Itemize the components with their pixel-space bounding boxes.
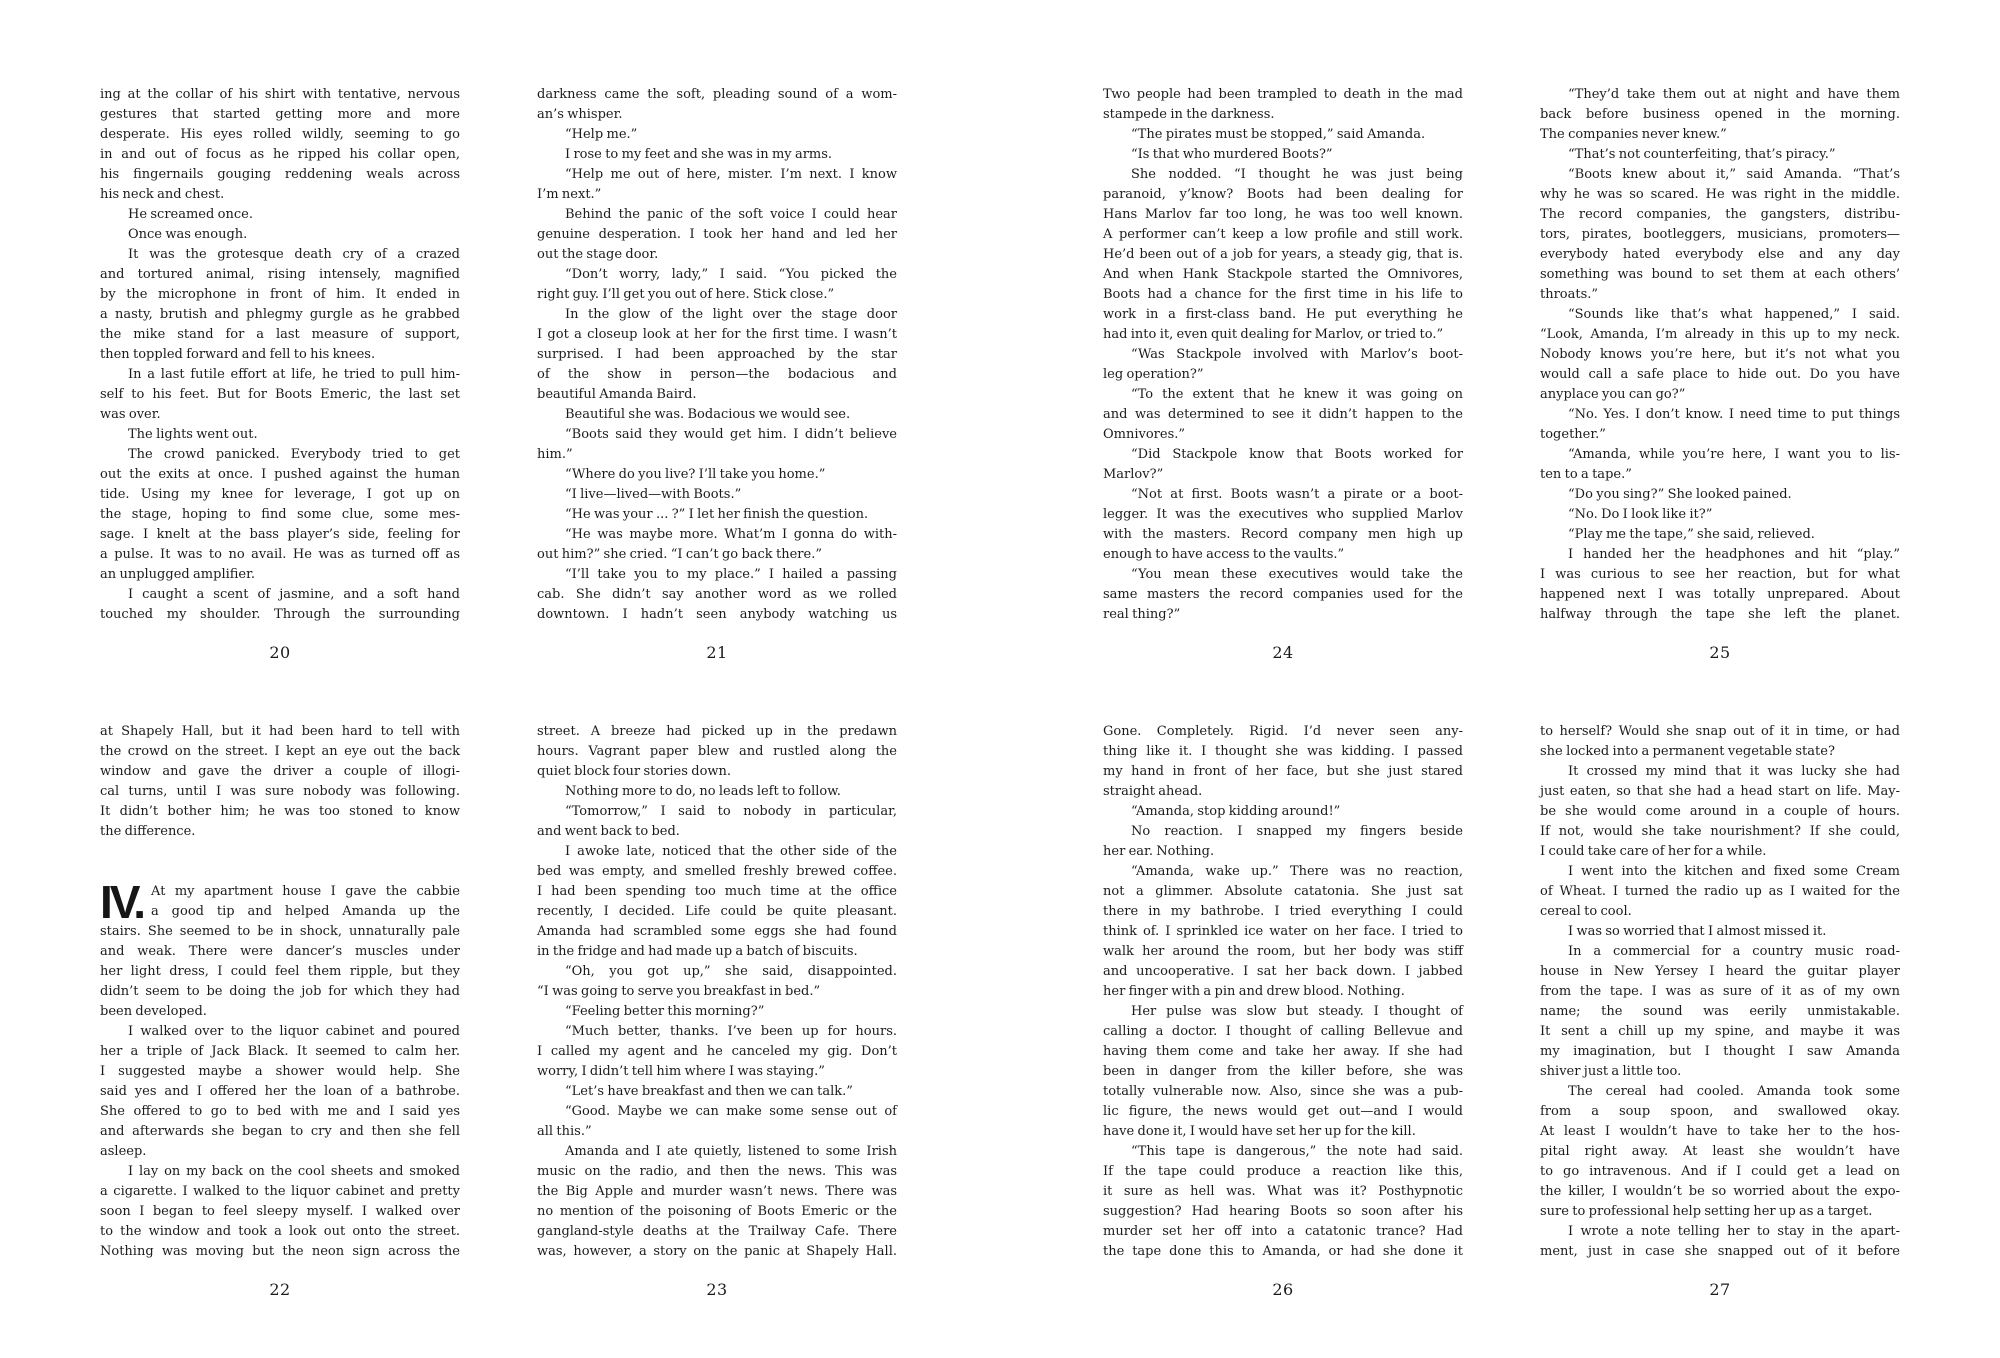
text-line: legger. It was the executives who supplied Marlov <box>1103 507 1463 522</box>
text-line: In a last futile effort at life, he tried to pull him- <box>128 367 460 382</box>
text-line: him.” <box>537 447 573 462</box>
text-line: Nothing more to do, no leads left to follow. <box>565 784 841 799</box>
text-line: why he was so scared. He was right in the middle. <box>1540 187 1900 202</box>
page-number: 22 <box>269 1280 291 1299</box>
text-line: from the tape. I was as sure of it as of my own <box>1540 984 1900 999</box>
text-line: I lay on my back on the cool sheets and smoked <box>128 1164 460 1179</box>
book-page-25 <box>1540 85 1900 662</box>
text-line: I had been spending too much time at the office <box>537 884 897 899</box>
text-line: her light dress, I could feel them ripple, but they <box>100 964 460 979</box>
text-line: In a commercial for a country music road- <box>1568 944 1900 959</box>
text-line: and weak. There were dancer’s muscles under <box>100 944 460 959</box>
text-line: anyplace you can go?” <box>1540 387 1686 402</box>
text-line: my hand in front of her face, but she just stared <box>1103 764 1463 779</box>
text-line: “I live—lived—with Boots.” <box>565 487 742 502</box>
text-line: by the microphone in front of him. It ended in <box>100 287 460 302</box>
text-line: sage. I knelt at the bass player’s side, feeling for <box>100 527 460 542</box>
text-line: A performer can’t keep a low profile and still work. <box>1103 227 1463 242</box>
text-line: worry, I didn’t tell him where I was staying.” <box>537 1064 825 1079</box>
text-line: her a triple of Jack Black. It seemed to calm her. <box>100 1044 460 1059</box>
text-line: window and gave the driver a couple of illogi- <box>100 764 460 779</box>
text-line: soon I began to feel sleepy myself. I walked over <box>100 1204 460 1219</box>
text-line: would call a safe place to hide out. Do you have <box>1540 367 1900 382</box>
text-line: a nasty, brutish and phlegmy gurgle as he grabbed <box>100 307 460 322</box>
text-line: hours. Vagrant paper blew and rustled along the <box>537 744 897 759</box>
text-line: The crowd panicked. Everybody tried to get <box>128 447 460 462</box>
text-line: “Don’t worry, lady,” I said. “You picked the <box>565 267 897 282</box>
text-line: “That’s not counterfeiting, that’s piracy.” <box>1568 147 1836 162</box>
text-line: She offered to go to bed with me and I said yes <box>100 1104 460 1119</box>
text-line: the difference. <box>100 824 196 839</box>
text-line: At least I wouldn’t have to take her to the hos- <box>1540 1124 1900 1139</box>
text-line: an’s whisper. <box>537 107 623 122</box>
text-line: at Shapely Hall, but it had been hard to tell with <box>100 724 460 739</box>
book-page-23 <box>537 722 897 1299</box>
text-line: and afterwards she began to cry and then she fell <box>100 1124 460 1139</box>
page-number: 23 <box>706 1280 728 1299</box>
text-line: music on the radio, and then the news. This was <box>537 1164 897 1179</box>
text-line: “Boots knew about it,” said Amanda. “That’s <box>1568 167 1900 182</box>
text-line: “Did Stackpole know that Boots worked for <box>1131 447 1463 462</box>
text-line: out the stage door. <box>537 247 659 262</box>
text-line: “Feeling better this morning?” <box>565 1004 765 1019</box>
text-line: I was curious to see her reaction, but for what <box>1540 567 1900 582</box>
text-line: murder set her off into a catatonic trance? Had <box>1103 1224 1463 1239</box>
text-line: “The pirates must be stopped,” said Amanda. <box>1131 127 1426 142</box>
page-text-block <box>100 722 460 1262</box>
text-line: In the glow of the light over the stage door <box>565 307 897 322</box>
text-line: I was so worried that I almost missed it. <box>1568 924 1827 939</box>
text-line: was, however, a story on the panic at Shapely Hall. <box>537 1244 897 1259</box>
page-number: 20 <box>269 643 291 662</box>
text-line: I awoke late, noticed that the other side of the <box>565 844 897 859</box>
page-text-block <box>100 85 460 625</box>
page-number: 26 <box>1272 1280 1294 1299</box>
text-line: everybody hated everybody else and any day <box>1540 247 1900 262</box>
page-text-block <box>537 722 897 1262</box>
text-line: the crowd on the street. I kept an eye out the back <box>100 744 460 759</box>
text-line: “Help me out of here, mister. I’m next. I know <box>565 167 897 182</box>
text-line: “They’d take them out at night and have them <box>1568 87 1900 102</box>
text-line: “Sounds like that’s what happened,” I said. <box>1568 307 1900 322</box>
text-line: genuine desperation. I took her hand and led her <box>537 227 897 242</box>
text-line: I got a closeup look at her for the first time. I wasn’t <box>537 327 897 342</box>
text-line: And when Hank Stackpole started the Omnivores, <box>1103 267 1463 282</box>
text-line: The lights went out. <box>128 427 258 442</box>
text-line: I walked over to the liquor cabinet and poured <box>128 1024 460 1039</box>
text-line: my imagination, but I thought I saw Amanda <box>1540 1044 1900 1059</box>
text-line: self to his feet. But for Boots Emeric, the last set <box>100 387 460 402</box>
text-line: Amanda and I ate quietly, listened to some Irish <box>565 1144 897 1159</box>
book-page-27 <box>1540 722 1900 1299</box>
text-line: “Is that who murdered Boots?” <box>1131 147 1333 162</box>
text-line: I could take care of her for a while. <box>1540 844 1767 859</box>
text-line: think of. I sprinkled ice water on her face. I tried to <box>1103 924 1463 939</box>
text-line: the stage, hoping to find some clue, some mes- <box>100 507 460 522</box>
text-line: “Was Stackpole involved with Marlov’s boot- <box>1131 347 1463 362</box>
chapter-gap <box>100 842 460 882</box>
text-line: same masters the record companies used for the <box>1103 587 1463 602</box>
text-line: to the window and took a look out onto the street. <box>100 1224 460 1239</box>
text-line: street. A breeze had picked up in the predawn <box>537 724 897 739</box>
text-line: all this.” <box>537 1124 592 1139</box>
text-line: Her pulse was slow but steady. I thought of <box>1131 1004 1463 1019</box>
text-line: “To the extent that he knew it was going on <box>1131 387 1463 402</box>
text-line: Beautiful she was. Bodacious we would see. <box>565 407 851 422</box>
text-line: the Big Apple and murder wasn’t news. There was <box>537 1184 897 1199</box>
text-line: Once was enough. <box>128 227 248 242</box>
text-line: I handed her the headphones and hit “play.” <box>1568 547 1900 562</box>
text-line: of the show in person—the bodacious and <box>537 367 897 382</box>
book-page-22 <box>100 722 460 1299</box>
text-line: thing like it. I thought she was kidding. I passed <box>1103 744 1463 759</box>
chapter-numeral: IV. <box>100 876 144 928</box>
text-line: He screamed once. <box>128 207 253 222</box>
text-line: have done it, I would have set her up for the kill. <box>1103 1124 1416 1139</box>
text-line: his fingernails gouging reddening weals across <box>100 167 460 182</box>
page-text-block <box>1103 722 1463 1262</box>
text-line: “Amanda, while you’re here, I want you to lis- <box>1568 447 1900 462</box>
text-line: “This tape is dangerous,” the note had said. <box>1131 1144 1463 1159</box>
text-line: name; the sound was eerily unmistakable. <box>1540 1004 1900 1019</box>
text-line: ment, just in case she snapped out of it before <box>1540 1244 1900 1259</box>
text-line: been developed. <box>100 1004 207 1019</box>
text-line: If the tape could produce a reaction like this, <box>1103 1164 1463 1179</box>
text-line: desperate. His eyes rolled wildly, seeming to go <box>100 127 460 142</box>
text-line: a cigarette. I walked to the liquor cabinet and pretty <box>100 1184 460 1199</box>
text-line: beautiful Amanda Baird. <box>537 387 697 402</box>
book-page-24 <box>1103 85 1463 662</box>
text-line: “Not at first. Boots wasn’t a pirate or a boot- <box>1131 487 1463 502</box>
text-line: It crossed my mind that it was lucky she had <box>1568 764 1900 779</box>
text-line: and uncooperative. I sat her back down. I jabbed <box>1103 964 1463 979</box>
text-line: “Oh, you got up,” she said, disappointed. <box>565 964 897 979</box>
text-line: stampede in the darkness. <box>1103 107 1275 122</box>
text-line: his neck and chest. <box>100 187 225 202</box>
text-line: ten to a tape.” <box>1540 467 1632 482</box>
text-line: “I’ll take you to my place.” I hailed a passing <box>565 567 897 582</box>
text-line: tors, pirates, bootleggers, musicians, promoters— <box>1540 227 1900 242</box>
text-line: her finger with a pin and drew blood. Nothing. <box>1103 984 1405 999</box>
text-line: surprised. I had been approached by the star <box>537 347 897 362</box>
text-line: a pulse. It was to no avail. He was as turned off as <box>100 547 460 562</box>
text-line: walk her around the room, but her body was stiff <box>1103 944 1463 959</box>
text-line: the tape done this to Amanda, or had she done it <box>1103 1244 1463 1259</box>
text-line: Hans Marlov far too long, he was too well known. <box>1103 207 1463 222</box>
page-text-block <box>1540 85 1900 625</box>
text-line: “Amanda, stop kidding around!” <box>1131 804 1341 819</box>
text-line: Gone. Completely. Rigid. I’d never seen any- <box>1103 724 1463 739</box>
text-line: bed was empty, and smelled freshly brewed coffee. <box>537 864 897 879</box>
text-line: cereal to cool. <box>1540 904 1632 919</box>
text-line: I called my agent and he canceled my gig. Don’t <box>537 1044 897 1059</box>
text-line: darkness came the soft, pleading sound of a wom- <box>537 87 897 102</box>
text-line: throats.” <box>1540 287 1599 302</box>
text-line: No reaction. I snapped my fingers beside <box>1131 824 1463 839</box>
text-line: happened next I was totally unprepared. About <box>1540 587 1900 602</box>
text-line: Marlov?” <box>1103 467 1164 482</box>
text-line: “Good. Maybe we can make some sense out of <box>565 1104 897 1119</box>
text-line: totally vulnerable now. Also, since she was a pub- <box>1103 1084 1463 1099</box>
book-page-26 <box>1103 722 1463 1299</box>
text-line: a good tip and helped Amanda up the <box>151 904 460 919</box>
text-line: something was bound to set them at each others’ <box>1540 267 1900 282</box>
text-line: quiet block four stories down. <box>537 764 732 779</box>
text-line: shiver just a little too. <box>1540 1064 1682 1079</box>
text-line: Two people had been trampled to death in the mad <box>1103 87 1463 102</box>
text-line: real thing?” <box>1103 607 1181 622</box>
text-line: It sent a chill up my spine, and maybe it was <box>1540 1024 1900 1039</box>
text-line: “I was going to serve you breakfast in bed.” <box>537 984 821 999</box>
page-text-block <box>1103 85 1463 625</box>
text-line: and went back to bed. <box>537 824 680 839</box>
text-line: “Amanda, wake up.” There was no reaction, <box>1131 864 1463 879</box>
page-text-block <box>537 85 897 625</box>
text-line: I caught a scent of jasmine, and a soft hand <box>128 587 460 602</box>
text-line: in the fridge and had made up a batch of biscuits. <box>537 944 858 959</box>
text-line: and tortured animal, rising intensely, magnified <box>100 267 460 282</box>
text-line: I wrote a note telling her to stay in the apart- <box>1568 1224 1900 1239</box>
text-line: work in a first-class band. He put everything he <box>1103 307 1463 322</box>
text-line: out the exits at once. I pushed against the human <box>100 467 460 482</box>
text-line: no mention of the poisoning of Boots Emeric or the <box>537 1204 897 1219</box>
text-line: back before business opened in the morning. <box>1540 107 1900 122</box>
text-line: be she would come around in a couple of hours. <box>1540 804 1900 819</box>
text-line: Omnivores.” <box>1103 427 1186 442</box>
text-line: “Tomorrow,” I said to nobody in particular, <box>565 804 897 819</box>
text-line: “Look, Amanda, I’m already in this up to my neck. <box>1540 327 1900 342</box>
text-line: At my apartment house I gave the cabbie <box>151 884 460 899</box>
text-line: “Do you sing?” She looked pained. <box>1568 487 1792 502</box>
text-line: I went into the kitchen and fixed some Cream <box>1568 864 1900 879</box>
text-line: pital right away. At least she wouldn’t have <box>1540 1144 1900 1159</box>
text-line: the killer, I wouldn’t be so worried about the expo- <box>1540 1184 1900 1199</box>
text-line: It was the grotesque death cry of a crazed <box>128 247 460 262</box>
text-line: I suggested maybe a shower would help. She <box>100 1064 460 1079</box>
text-line: downtown. I hadn’t seen anybody watching us <box>537 607 897 622</box>
text-line: she locked into a permanent vegetable state? <box>1540 744 1835 759</box>
text-line: lic figure, the news would get out—and I would <box>1103 1104 1463 1119</box>
text-line: asleep. <box>100 1144 147 1159</box>
text-line: having them come and take her away. If she had <box>1103 1044 1463 1059</box>
text-line: “Where do you live? I’ll take you home.” <box>565 467 826 482</box>
text-line: It didn’t bother him; he was too stoned to know <box>100 804 460 819</box>
text-line: to go intravenous. And if I could get a lead on <box>1540 1164 1900 1179</box>
text-line: Nobody knows you’re here, but it’s not what you <box>1540 347 1900 362</box>
text-line: then toppled forward and fell to his knees. <box>100 347 376 362</box>
text-line: Boots had a chance for the first time in his life to <box>1103 287 1463 302</box>
text-line: calling a doctor. I thought of calling Bellevue and <box>1103 1024 1463 1039</box>
text-line: I’m next.” <box>537 187 602 202</box>
text-line: straight ahead. <box>1103 784 1203 799</box>
text-line: house in New Yersey I heard the guitar player <box>1540 964 1900 979</box>
text-line: Amanda had scrambled some eggs she had found <box>537 924 897 939</box>
text-line: been in danger from the killer before, she was <box>1103 1064 1463 1079</box>
page-number: 27 <box>1709 1280 1731 1299</box>
text-line: just eaten, so that she had a head start on life. May- <box>1540 784 1900 799</box>
text-line: paranoid, y’know? Boots had been dealing for <box>1103 187 1463 202</box>
text-line: “Help me.” <box>565 127 638 142</box>
text-line: to herself? Would she snap out of it in time, or had <box>1540 724 1900 739</box>
book-page-20 <box>100 85 460 662</box>
text-line: ing at the collar of his shirt with tentative, nervous <box>100 87 460 102</box>
text-line: there in my bathrobe. I tried everything I could <box>1103 904 1463 919</box>
text-line: Behind the panic of the soft voice I could hear <box>565 207 897 222</box>
text-line: recently, I decided. Life could be quite pleasant. <box>537 904 897 919</box>
text-line: touched my shoulder. Through the surrounding <box>100 607 460 622</box>
text-line: out him?” she cried. “I can’t go back there.” <box>537 547 822 562</box>
text-line: suggestion? Had hearing Boots so soon after his <box>1103 1204 1463 1219</box>
page-text-block <box>1540 722 1900 1262</box>
text-line: I rose to my feet and she was in my arms. <box>565 147 833 162</box>
text-line: her ear. Nothing. <box>1103 844 1215 859</box>
text-line: said yes and I offered her the loan of a bathrobe. <box>100 1084 460 1099</box>
page-number: 25 <box>1709 643 1731 662</box>
text-line: right guy. I’ll get you out of here. Stick close.” <box>537 287 835 302</box>
text-line: not a glimmer. Absolute catatonia. She just sat <box>1103 884 1463 899</box>
text-line: She nodded. “I thought he was just being <box>1131 167 1463 182</box>
text-line: from a soup spoon, and swallowed okay. <box>1540 1104 1900 1119</box>
text-line: had into it, even quit dealing for Marlov, or tried to.” <box>1103 327 1444 342</box>
page-number: 21 <box>706 643 728 662</box>
text-line: leg operation?” <box>1103 367 1204 382</box>
text-line: it sure as hell was. What was it? Posthypnotic <box>1103 1184 1463 1199</box>
text-line: the mike stand for a last measure of support, <box>100 327 460 342</box>
text-line: with the masters. Record company men high up <box>1103 527 1463 542</box>
text-line: enough to have access to the vaults.” <box>1103 547 1345 562</box>
text-line: The companies never knew.” <box>1540 127 1727 142</box>
text-line: The cereal had cooled. Amanda took some <box>1568 1084 1900 1099</box>
text-line: gestures that started getting more and more <box>100 107 460 122</box>
text-line: of Wheat. I turned the radio up as I waited for the <box>1540 884 1900 899</box>
text-line: The record companies, the gangsters, distribu- <box>1540 207 1900 222</box>
text-line: He’d been out of a job for years, a steady gig, that is. <box>1103 247 1463 262</box>
text-line: was over. <box>100 407 161 422</box>
text-line: “No. Yes. I don’t know. I need time to put things <box>1568 407 1900 422</box>
text-line: “Play me the tape,” she said, relieved. <box>1568 527 1815 542</box>
text-line: “You mean these executives would take the <box>1131 567 1463 582</box>
text-line: in and out of focus as he ripped his collar open, <box>100 147 460 162</box>
text-line: cab. She didn’t say another word as we rolled <box>537 587 897 602</box>
text-line: “He was maybe more. What’m I gonna do with- <box>565 527 897 542</box>
text-line: “Much better, thanks. I’ve been up for hours. <box>565 1024 897 1039</box>
text-line: Nothing was moving but the neon sign across the <box>100 1244 460 1259</box>
book-page-21 <box>537 85 897 662</box>
text-line: If not, would she take nourishment? If she could, <box>1540 824 1900 839</box>
text-line: sure to professional help setting her up as a target. <box>1540 1204 1873 1219</box>
text-line: “No. Do I look like it?” <box>1568 507 1713 522</box>
text-line: and was determined to see it didn’t happen to the <box>1103 407 1463 422</box>
text-line: cal turns, until I was sure nobody was following. <box>100 784 460 799</box>
text-line: together.” <box>1540 427 1606 442</box>
text-line: didn’t seem to be doing the job for which they had <box>100 984 460 999</box>
page-number: 24 <box>1272 643 1294 662</box>
text-line: “Let’s have breakfast and then we can talk.” <box>565 1084 853 1099</box>
text-line: halfway through the tape she left the planet. <box>1540 607 1900 622</box>
text-line: stairs. She seemed to be in shock, unnaturally pale <box>100 924 460 939</box>
text-line: an unplugged amplifier. <box>100 567 256 582</box>
text-line: tide. Using my knee for leverage, I got up on <box>100 487 460 502</box>
text-line: “He was your ... ?” I let her finish the question. <box>565 507 869 522</box>
text-line: gangland-style deaths at the Trailway Cafe. There <box>537 1224 897 1239</box>
text-line: “Boots said they would get him. I didn’t believe <box>565 427 897 442</box>
